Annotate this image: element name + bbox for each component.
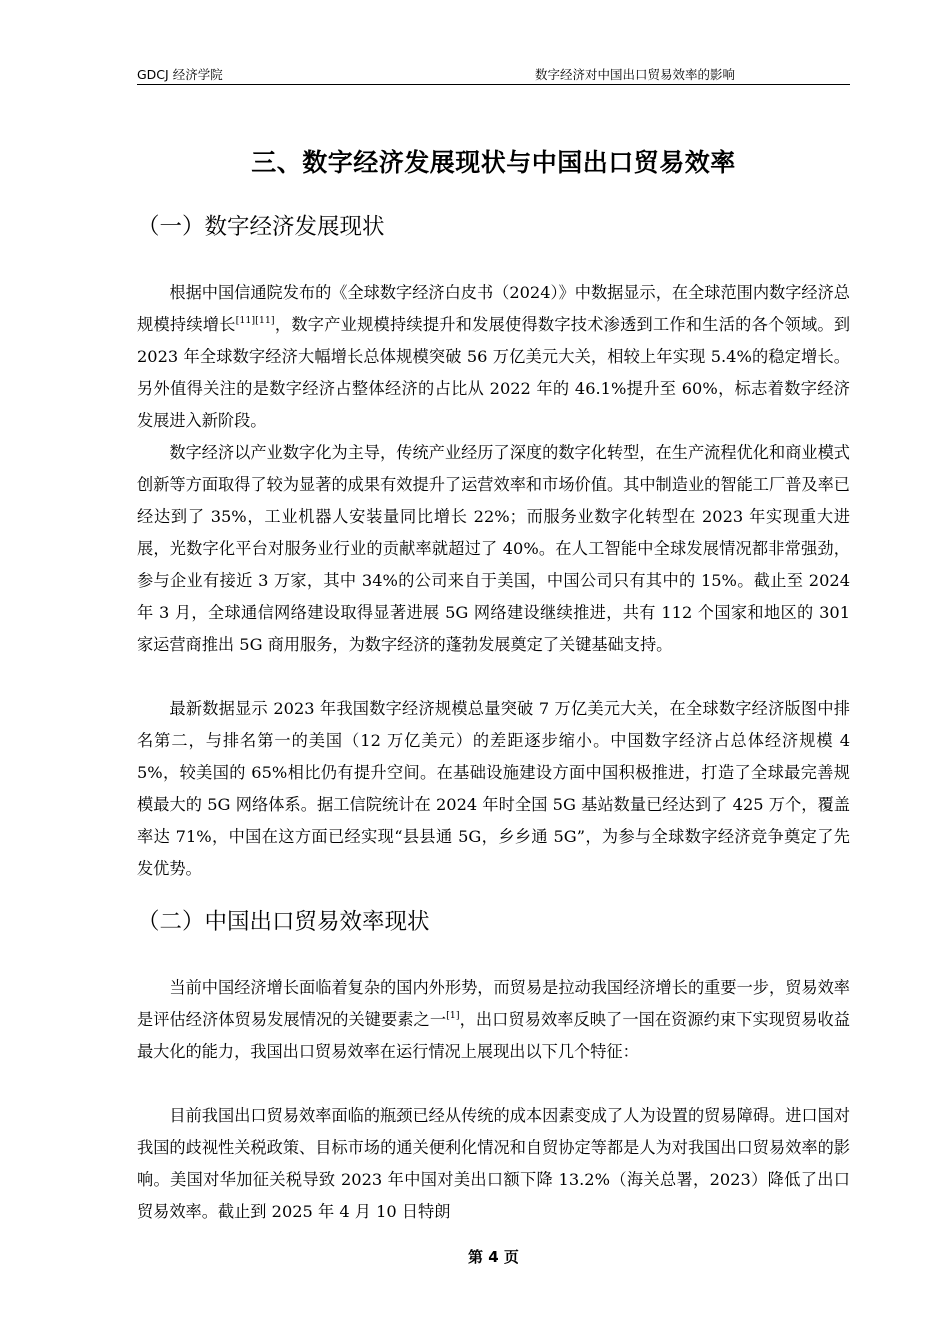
citation-ref: [11][11] [235, 315, 275, 326]
paragraph: 最新数据显示 2023 年我国数字经济规模总量突破 7 万亿美元大关，在全球数字经济版图中排名第二，与排名第一的美国（12 万亿美元）的差距逐步缩小。中国数字经济占总体经济规模 45%，较美国的 65%相比仍有提升空间。在基础设施建设方面中国积极推进，打造了全球最完善规模最大的 5G 网络体系。据工信院统计在 2024 年时全国 5G 基站数量已经达到了 425 万个，覆盖率达 71%，中国在这方面已经实现“县县通 5G，乡乡通 5G”，为参与全球数字经济竞争奠定了先发优势。 [137, 699, 850, 878]
section-title-2: （二）中国出口贸易效率现状 [137, 909, 430, 935]
paragraph: 当前中国经济增长面临着复杂的国内外形势，而贸易是拉动我国经济增长的重要一步，贸易效率是评估经济体贸易发展情况的关键要素之一[1]，出口贸易效率反映了一国在资源约束下实现贸易收益最大化的能力，我国出口贸易效率在运行情况上展现出以下几个特征： [137, 978, 850, 1061]
header-paper-title: 数字经济对中国出口贸易效率的影响 [534, 67, 735, 82]
chapter-title: 三、数字经济发展现状与中国出口贸易效率 [251, 148, 736, 177]
paragraph: 目前我国出口贸易效率面临的瓶颈已经从传统的成本因素变成了人为设置的贸易障碍。进口国对我国的歧视性关税政策、目标市场的通关便利化情况和自贸协定等都是人为对我国出口贸易效率的影响。美国对华加征关税导致 2023 年中国对美出口额下降 13.2%（海关总署，2023）降低了出口贸易效率。截止到 2025 年 4 月 10 日特朗 [137, 1106, 850, 1221]
header-institution: GDCJ 经济学院 [137, 67, 223, 82]
citation-ref: [1] [446, 1010, 460, 1021]
section-title-1: （一）数字经济发展现状 [137, 214, 385, 240]
paragraph: 数字经济以产业数字化为主导，传统产业经历了深度的数字化转型，在生产流程优化和商业模式创新等方面取得了较为显著的成果有效提升了运营效率和市场价值。其中制造业的智能工厂普及率已经达到了 35%，工业机器人安装量同比增长 22%；而服务业数字化转型在 2023 年实现重大进展，光数字化平台对服务业行业的贡献率就超过了 40%。在人工智能中全球发展情况都非常强劲，参与企业有接近 3 万家，其中 34%的公司来自于美国，中国公司只有其中的 15%。截止至 2024 年 3 月，全球通信网络建设取得显著进展 5G 网络建设继续推进，共有 112 个国家和地区的 301 家运营商推出 5G 商用服务，为数字经济的蓬勃发展奠定了关键基础支持。 [137, 443, 850, 654]
paragraph: 根据中国信通院发布的《全球数字经济白皮书（2024）》中数据显示，在全球范围内数字经济总规模持续增长[11][11]，数字产业规模持续提升和发展使得数字技术渗透到工作和生活的各个领域。到 2023 年全球数字经济大幅增长总体规模突破 56 万亿美元大关，相较上年实现 5.4%的稳定增长。另外值得关注的是数字经济占整体经济的占比从 2022 年的 46.1%提升至 60%，标志着数字经济发展进入新阶段。 [137, 283, 851, 430]
page-number: 第 4 页 [468, 1248, 519, 1266]
running-header [137, 66, 850, 85]
